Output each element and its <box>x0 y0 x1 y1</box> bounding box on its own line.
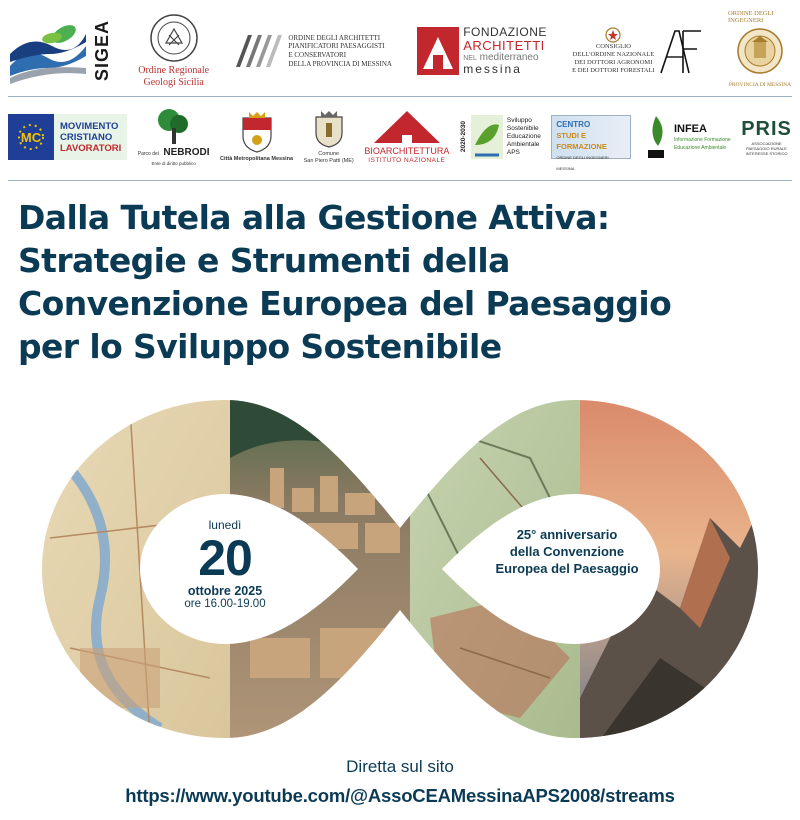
san-piero-line2: San Piero Patti (ME) <box>303 158 354 164</box>
mcl-logo <box>8 114 127 160</box>
citta-crest-icon <box>239 110 275 154</box>
architetti-line2: PIANIFICATORI PAESAGGISTI <box>288 42 385 51</box>
infinity-image-panels <box>40 398 760 740</box>
ingegneri-top-text: ORDINE DEGLI INGEGNERI <box>727 10 774 24</box>
fondazione-mark-icon <box>417 27 459 75</box>
sviluppo-line5: APS <box>506 149 520 156</box>
geologi-line1: Ordine Regionale <box>138 65 210 76</box>
pris-name: PRIS <box>741 118 792 140</box>
geologi-seal-icon <box>149 13 199 63</box>
san-piero-crest-icon <box>313 109 345 149</box>
fondazione-line1: FONDAZIONE <box>463 25 547 40</box>
event-hours: ore 16.00-19.00 <box>184 598 266 610</box>
title-line-2: Strategie e Strumenti della <box>18 241 510 280</box>
sviluppo-line2: Sostenibile <box>506 125 539 132</box>
event-date <box>160 518 290 610</box>
bioarch-roof-icon <box>372 109 442 145</box>
sviluppo-sostenibile-logo <box>460 115 541 159</box>
anniversary-line-2: della Convenzione <box>509 544 625 559</box>
anniversary-text <box>482 526 652 577</box>
sviluppo-years: 2020-2030 <box>459 121 467 153</box>
italian-emblem-icon <box>605 27 621 43</box>
pris-logo <box>741 118 792 156</box>
title-line-1: Dalla Tutela alla Gestione Attiva: <box>18 198 610 237</box>
agronomi-line4: E DEI DOTTORI FORESTALI <box>572 67 655 75</box>
architetti-messina-logo <box>234 31 392 71</box>
anniversary-line-1: 25° anniversario <box>516 527 618 542</box>
infea-leaf-icon <box>642 112 670 162</box>
af-monogram-icon <box>659 27 703 75</box>
header-divider-1 <box>8 96 792 97</box>
architetti-line1: ORDINE DEGLI ARCHITETTI <box>288 33 381 42</box>
title-line-3: Convenzione Europea del Paesaggio <box>18 284 672 323</box>
geologi-sicilia-logo <box>138 13 209 89</box>
event-title <box>18 196 788 368</box>
centro-studi-logo <box>551 115 631 171</box>
fondazione-architetti-logo <box>417 26 547 75</box>
bioarch-line2: ISTITUTO NAZIONALE <box>368 156 446 164</box>
mcl-line1: MOVIMENTO <box>60 120 119 132</box>
event-month-year: ottobre 2025 <box>187 584 263 598</box>
mcl-line2: CRISTIANO <box>60 131 113 143</box>
live-stream-label: Diretta sul sito <box>346 757 454 776</box>
san-piero-line1: Comune <box>318 150 340 157</box>
ingegneri-messina-logo <box>727 10 792 88</box>
san-piero-patti-logo <box>304 109 354 165</box>
event-day: lunedì <box>208 518 242 532</box>
nebrodi-small: Parco dei <box>137 151 159 157</box>
centro-line1: CENTRO <box>556 120 591 129</box>
sigea-waves-icon <box>8 16 88 86</box>
nebrodi-tree-icon <box>149 106 199 146</box>
infea-logo <box>642 112 731 162</box>
infinity-landscape-image <box>40 398 760 740</box>
agronomi-logo <box>572 27 703 76</box>
bioarch-line1: BIOARCHITETTURA <box>364 145 450 156</box>
ingegneri-seal-icon <box>728 18 792 84</box>
infea-line1: Informazione Formazione <box>673 136 731 143</box>
sigea-logo <box>8 16 113 86</box>
fondazione-line3: NEL <box>463 54 477 62</box>
mcl-eu-stars-icon <box>8 114 54 160</box>
sigea-label: SIGEA <box>92 20 112 82</box>
sviluppo-line1: Sviluppo <box>506 117 532 124</box>
bioarchitettura-logo <box>364 109 449 166</box>
pris-line3: INTERESSE STORICO <box>745 151 788 156</box>
fondazione-line4: mediterraneo <box>479 51 539 63</box>
geologi-line2: Geologi Sicilia <box>143 77 204 88</box>
architetti-line4: DELLA PROVINCIA DI MESSINA <box>288 59 392 68</box>
ingegneri-bottom-text: PROVINCIA DI MESSINA <box>728 82 792 88</box>
architetti-stripes-icon <box>234 31 284 71</box>
sponsor-logos-row-2 <box>8 104 792 170</box>
infea-name: INFEA <box>673 122 707 135</box>
pris-line1: ASSOCIAZIONE <box>751 141 782 146</box>
agronomi-line3: DEI DOTTORI AGRONOMI <box>574 59 653 66</box>
svg-text:MC: MC <box>20 130 42 145</box>
architetti-line3: E CONSERVATORI <box>288 51 347 59</box>
anniversary-line-3: Europea del Paesaggio <box>495 561 639 576</box>
fondazione-line2: ARCHITETTI <box>463 37 545 53</box>
nebrodi-sub: Ente di diritto pubblico <box>151 161 196 166</box>
sviluppo-leaf-icon <box>471 115 503 159</box>
fondazione-line5: messina <box>463 62 522 77</box>
pris-line2: PAESAGGIO RURALE <box>746 146 787 151</box>
centro-line3: ORDINE DEGLI INGEGNERI MESSINA <box>556 155 609 171</box>
mcl-line3: LAVORATORI <box>60 142 122 154</box>
title-line-4: per lo Sviluppo Sostenibile <box>18 327 502 366</box>
nebrodi-name: NEBRODI <box>163 147 210 158</box>
sviluppo-line4: Ambientale <box>506 141 540 148</box>
event-date-number: 20 <box>198 530 252 586</box>
sponsor-logos-row-1 <box>8 12 792 90</box>
infea-line2: Educazione Ambientale <box>673 144 727 151</box>
agronomi-line1: CONSIGLIO <box>595 42 631 50</box>
citta-metropolitana-logo <box>220 110 293 163</box>
header-divider-2 <box>8 180 792 181</box>
nebrodi-logo <box>138 106 210 168</box>
live-stream-url-link[interactable]: https://www.youtube.com/@AssoCEAMessinaAPS2008/streams <box>125 785 675 806</box>
centro-line2: STUDI E FORMAZIONE <box>556 131 607 151</box>
citta-label: Città Metropolitana Messina <box>220 156 294 163</box>
agronomi-line2: DELL'ORDINE NAZIONALE <box>572 50 655 58</box>
sviluppo-line3: Educazione <box>506 133 541 140</box>
